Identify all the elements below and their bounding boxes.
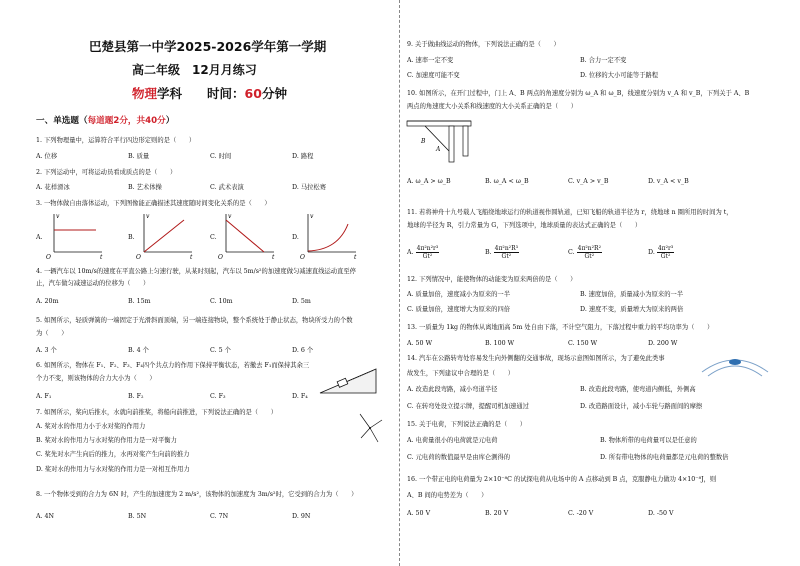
q6-option-b[interactable]: B. F₂ <box>128 393 144 400</box>
subject-name: 物理 <box>132 86 158 101</box>
q11-stem-line2: 地球的半径为 R，引力常量为 G，下列选项中，地球质量的表达式正确的是（ ） <box>407 222 642 229</box>
q11-c-num: 4π²n²R² <box>577 245 601 252</box>
q9-option-a[interactable]: A. 速率一定不变 <box>407 57 454 64</box>
q2-option-d[interactable]: D. 马拉松赛 <box>292 184 327 191</box>
q3-option-d[interactable]: D. <box>292 234 299 241</box>
q3-graph-d <box>300 210 360 260</box>
q14-stem-line2: 故发生，下列建议中合理的是（ ） <box>407 370 515 377</box>
q7-option-b[interactable]: B. 桨对水的作用力与水对桨的作用力是一对平衡力 <box>36 437 177 444</box>
q12-stem: 12. 下列情况中，能使物体的动能变为原来两倍的是（ ） <box>407 276 577 283</box>
graph-c-v: v <box>228 213 232 220</box>
q5-option-b[interactable]: B. 4 个 <box>128 347 149 354</box>
graph-a-v: v <box>56 213 60 220</box>
q16-option-b[interactable]: B. 20 V <box>485 510 509 517</box>
q4-option-a[interactable]: A. 20m <box>36 298 59 305</box>
q5-option-d[interactable]: D. 6 个 <box>292 347 314 354</box>
q12-option-d[interactable]: D. 速度不变，质量增大为原来的两倍 <box>580 306 684 313</box>
q8-stem: 8. 一个物体受到的合力为 6N 时，产生的加速度为 2 m/s²，该物体的加速度为 3m/s²时，它受到的合力为（ ） <box>36 491 358 498</box>
q11-option-b[interactable] <box>485 245 519 260</box>
q7-option-a[interactable]: A. 桨对水的作用力小于水对桨的作用力 <box>36 423 146 430</box>
q14-curve-road-figure <box>700 350 770 378</box>
time-value: 60 <box>244 86 262 101</box>
graph-a-origin: O <box>46 254 51 260</box>
q11-option-b-label: B. <box>485 249 492 256</box>
q1-option-a[interactable]: A. 位移 <box>36 153 58 160</box>
q3-option-a[interactable]: A. <box>36 234 43 241</box>
q4-stem-line1: 4. 一辆汽车以 10m/s的速度在平直公路上匀速行驶，从某时刻起，汽车以 5m/s²的加速度做匀减速直线运动直至停 <box>36 268 356 275</box>
q16-stem-line2: A、B 间的电势差为（ ） <box>407 492 488 499</box>
q4-option-d[interactable]: D. 5m <box>292 298 311 305</box>
q11-option-c-formula <box>577 245 602 260</box>
q13-option-b[interactable]: B. 100 W <box>485 340 515 347</box>
q11-option-c[interactable] <box>568 245 602 260</box>
q11-option-d-label: D. <box>648 249 655 256</box>
q1-option-c[interactable]: C. 时间 <box>210 153 232 160</box>
graph-c-t: t <box>272 254 275 260</box>
q11-option-a[interactable] <box>407 245 439 260</box>
q4-option-b[interactable]: B. 15m <box>128 298 151 305</box>
q4-option-c[interactable]: C. 10m <box>210 298 233 305</box>
q7-option-d[interactable]: D. 桨对水的作用力与水对桨的作用力是一对相互作用力 <box>36 466 190 473</box>
subject-rest: 学科 时间： <box>157 86 245 101</box>
q11-a-num: 4π²n²r³ <box>416 245 439 252</box>
q13-option-c[interactable]: C. 150 W <box>568 340 598 347</box>
exam-title-line2: 高二年级 12月月练习 <box>132 63 257 77</box>
subject-time-line <box>132 84 287 102</box>
q14-stem-line1: 14. 汽车在公路转弯处容易发生向外侧翻的交通事故，现场示意图如图所示，为了避免此类事 <box>407 355 665 362</box>
section-title-text: 一、单选题（ <box>36 116 88 126</box>
q14-option-c[interactable]: C. 在转弯处设立提示牌，提醒司机加速通过 <box>407 403 529 410</box>
q3-stem: 3. 一物体做自由落体运动，下列图像能正确描述其速度随时间变化关系的是（ ） <box>36 200 271 207</box>
q11-a-den: Gt² <box>422 253 433 260</box>
q15-option-a[interactable]: A. 电荷量很小的电荷就是元电荷 <box>407 437 498 444</box>
q10-option-d[interactable]: D. v_A < v_B <box>648 178 689 185</box>
q5-incline-figure <box>318 363 378 395</box>
q15-option-b[interactable]: B. 物体所带的电荷量可以是任意的 <box>600 437 697 444</box>
q10-label-a: A <box>436 146 441 153</box>
q1-option-b[interactable]: B. 质量 <box>128 153 150 160</box>
q10-option-c[interactable]: C. v_A > v_B <box>568 178 609 185</box>
q11-b-num: 4π²n²R³ <box>494 245 519 252</box>
q6-option-d[interactable]: D. F₄ <box>292 393 308 400</box>
q13-option-a[interactable]: A. 50 W <box>407 340 433 347</box>
q5-option-a[interactable]: A. 3 个 <box>36 347 57 354</box>
q7-stem: 7. 如图所示，桨向后推水，水就向前推桨，将船向前推进，下列说法正确的是（ ） <box>36 409 277 416</box>
q10-option-b[interactable]: B. ω_A < ω_B <box>485 178 529 185</box>
q6-stem-line1: 6. 如图所示，物体在 F₁、F₂、F₃、F₄四个共点力的作用下保持平衡状态，若撤去 F₁而保持其余三 <box>36 362 310 369</box>
q11-d-num: 4π²r³ <box>657 245 674 252</box>
q5-stem-line2: 为（ ） <box>36 330 68 337</box>
graph-c-origin: O <box>218 254 223 260</box>
q3-option-b[interactable]: B. <box>128 234 135 241</box>
q10-stem-line1: 10. 如图所示，在开门过程中，门上 A、B 两点的角速度分别为 ω_A 和 ω_B，线速度分别为 v_A 和 v_B，下列关于 A、B <box>407 90 750 97</box>
q7-option-c[interactable]: C. 桨先对水产生向后的推力，水再对桨产生向前的推力 <box>36 451 190 458</box>
q1-stem: 1. 下列物理量中，运算符合平行四边形定则的是（ ） <box>36 137 196 144</box>
q6-force-figure <box>356 410 386 446</box>
q11-c-den: Gt² <box>584 253 595 260</box>
q16-option-d[interactable]: D. -50 V <box>648 510 674 517</box>
q11-b-den: Gt² <box>501 253 512 260</box>
q16-option-a[interactable]: A. 50 V <box>407 510 431 517</box>
q8-option-b[interactable]: B. 5N <box>128 513 147 520</box>
q14-option-d[interactable]: D. 改造路面设计，减小车轮与路面间的摩擦 <box>580 403 703 410</box>
q3-graph-b <box>136 210 196 260</box>
q5-stem-line1: 5. 如图所示，轻质弹簧的一端固定于光滑斜面顶端，另一端连接物块，整个系统处于静止状态，物块所受力的个数 <box>36 317 353 324</box>
q14-option-a[interactable]: A. 改造此段弯路，减小弯道半径 <box>407 386 498 393</box>
q1-option-d[interactable]: D. 路程 <box>292 153 314 160</box>
q8-option-c[interactable]: C. 7N <box>210 513 229 520</box>
q3-graph-a <box>46 210 106 260</box>
q11-option-b-formula <box>494 245 519 260</box>
graph-b-t: t <box>190 254 193 260</box>
q11-option-d[interactable] <box>648 245 674 260</box>
q16-stem-line1: 16. 一个带正电的电荷量为 2×10⁻⁸C 的试探电荷从电场中的 A 点移动到 B 点，克服静电力做功 4×10⁻⁸J，则 <box>407 476 717 483</box>
section-title <box>36 114 174 126</box>
column-divider <box>399 0 400 566</box>
exam-title-line1: 巴楚县第一中学2025-2026学年第一学期 <box>89 39 327 54</box>
q3-graph-c <box>218 210 278 260</box>
q11-option-a-label: A. <box>407 249 414 256</box>
q2-option-c[interactable]: C. 武术表演 <box>210 184 244 191</box>
q16-option-c[interactable]: C. -20 V <box>568 510 594 517</box>
q2-stem: 2. 下列运动中，可将运动员看成质点的是（ ） <box>36 169 177 176</box>
q3-option-c[interactable]: C. <box>210 234 217 241</box>
q10-option-a[interactable]: A. ω_A > ω_B <box>407 178 451 185</box>
graph-d-origin: O <box>300 254 305 260</box>
q6-stem-line2: 个力不变，则该物体的合力大小为（ ） <box>36 375 156 382</box>
q10-label-b: B <box>421 138 426 145</box>
q13-option-d[interactable]: D. 200 W <box>648 340 678 347</box>
graph-a-t: t <box>100 254 103 260</box>
graph-d-v: v <box>310 213 314 220</box>
q14-option-b[interactable]: B. 改造此段弯路，使弯道内侧低，外侧高 <box>580 386 696 393</box>
q11-option-c-label: C. <box>568 249 575 256</box>
q10-stem-line2: 两点的角速度大小关系和线速度的大小关系正确的是（ ） <box>407 103 578 110</box>
q9-option-b[interactable]: B. 合力一定不变 <box>580 57 627 64</box>
q2-option-a[interactable]: A. 花样滑冰 <box>36 184 70 191</box>
section-title-close: ） <box>165 116 175 126</box>
q9-option-d[interactable]: D. 位移的大小可能等于路程 <box>580 72 659 79</box>
q11-option-a-formula <box>416 245 440 260</box>
graph-d-t: t <box>354 254 357 260</box>
graph-b-origin: O <box>136 254 141 260</box>
q12-option-b[interactable]: B. 速度加倍，质量减小为原来的一半 <box>580 291 684 298</box>
q11-stem-line1: 11. 若将神舟十九号载人飞船绕地球运行的轨道视作圆轨道，已知飞船的轨道半径为 r，绕地球 n 圈所用的时间为 t， <box>407 209 733 216</box>
q6-option-a[interactable]: A. F₁ <box>36 393 52 400</box>
q12-option-c[interactable]: C. 质量加倍，速度增大为原来的四倍 <box>407 306 511 313</box>
q9-stem: 9. 关于做曲线运动的物体，下列说法正确的是（ ） <box>407 41 560 48</box>
q15-option-d[interactable]: D. 所有带电物体的电荷量都是元电荷的整数倍 <box>600 454 729 461</box>
q15-stem: 15. 关于电荷，下列说法正确的是（ ） <box>407 421 527 428</box>
q4-stem-line2: 止，汽车做匀减速运动的位移为（ ） <box>36 280 150 287</box>
section-note: 每道题2分，共40分 <box>87 116 166 126</box>
q2-option-b[interactable]: B. 艺术体操 <box>128 184 162 191</box>
q10-door-figure <box>405 117 477 165</box>
q11-d-den: Gt² <box>660 253 671 260</box>
q8-option-a[interactable]: A. 4N <box>36 513 55 520</box>
q11-option-d-formula <box>657 245 674 260</box>
q9-option-c[interactable]: C. 加速度可能不变 <box>407 72 460 79</box>
q6-option-c[interactable]: C. F₃ <box>210 393 226 400</box>
q15-option-c[interactable]: C. 元电荷的数值最早是由库仑测得的 <box>407 454 511 461</box>
graph-b-v: v <box>146 213 150 220</box>
q13-stem: 13. 一质量为 1kg 的物体从离地面高 5m 处自由下落，不计空气阻力，下落过程中重力的平均功率为（ ） <box>407 324 714 331</box>
q8-option-d[interactable]: D. 9N <box>292 513 311 520</box>
q12-option-a[interactable]: A. 质量加倍，速度减小为原来的一半 <box>407 291 511 298</box>
time-unit: 分钟 <box>261 86 287 101</box>
q5-option-c[interactable]: C. 5 个 <box>210 347 231 354</box>
